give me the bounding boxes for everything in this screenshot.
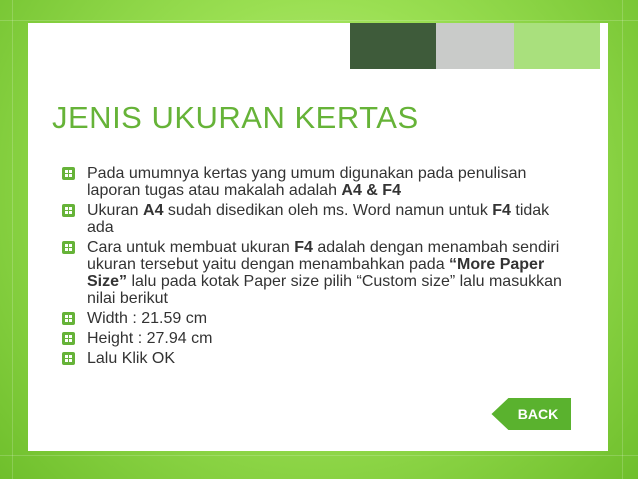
decorative-tab-dark (350, 23, 436, 69)
decorative-tab-green (514, 23, 600, 69)
background-line (12, 0, 13, 479)
square-four-petal-icon (62, 167, 75, 180)
slide-title: JENIS UKURAN KERTAS (52, 100, 419, 135)
bullet-list (60, 165, 580, 370)
bullet-text: Ukuran (87, 202, 144, 219)
bullet-text: adalah dengan menambah sendiri ukuran tersebut yaitu dengan menambahkan pada (87, 239, 560, 273)
back-button[interactable] (490, 397, 572, 431)
square-four-petal-icon (62, 204, 75, 217)
bullet-item (60, 330, 580, 347)
decorative-tab-gray (436, 23, 514, 69)
bullet-text: Height : 27.94 cm (87, 330, 213, 347)
bullet-text-bold: A4 & F4 (341, 182, 401, 199)
background-line (0, 20, 638, 21)
back-button-label: BACK (517, 406, 559, 422)
square-four-petal-icon (62, 312, 75, 325)
bullet-text: sudah disedikan oleh ms. Word namun untuk (163, 202, 493, 219)
bullet-text: Cara untuk membuat ukuran (87, 239, 295, 256)
square-four-petal-icon (62, 241, 75, 254)
bullet-text-bold: A4 (143, 202, 164, 219)
bullet-text: Width : 21.59 cm (87, 310, 208, 327)
background-line (0, 455, 638, 456)
bullet-text-bold: F4 (294, 239, 313, 256)
bullet-item (60, 239, 580, 307)
background-line (622, 0, 623, 479)
bullet-text: tidak ada (87, 202, 550, 236)
bullet-text-bold: “More Paper Size” (87, 256, 545, 290)
bullet-item (60, 165, 580, 199)
bullet-item (60, 202, 580, 236)
bullet-item (60, 350, 580, 367)
bullet-text: Pada umumnya kertas yang umum digunakan pada penulisan laporan tugas atau makalah adalah (87, 165, 527, 199)
bullet-item (60, 310, 580, 327)
bullet-text: Lalu Klik OK (87, 350, 176, 367)
square-four-petal-icon (62, 352, 75, 365)
bullet-text: lalu pada kotak Paper size pilih “Custom size” lalu masukkan nilai berikut (87, 273, 562, 307)
square-four-petal-icon (62, 332, 75, 345)
bullet-text-bold: F4 (492, 202, 511, 219)
